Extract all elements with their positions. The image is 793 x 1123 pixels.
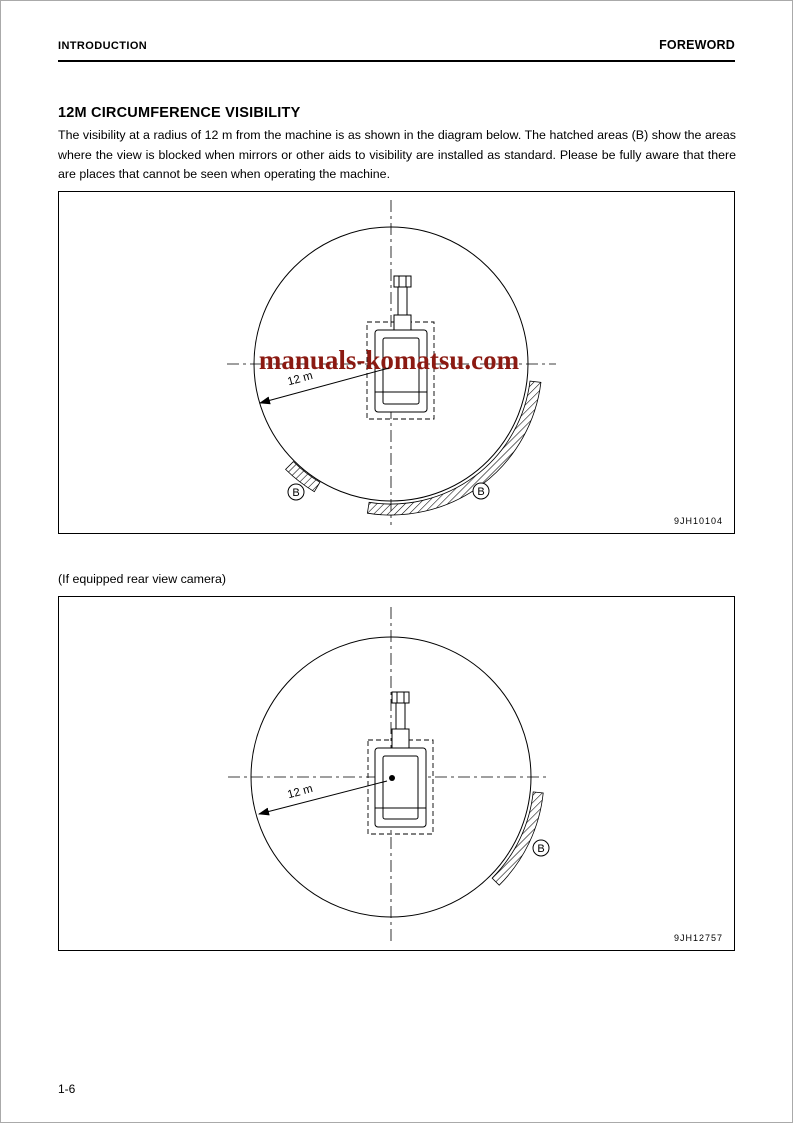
svg-text:B: B xyxy=(292,487,300,499)
header-rule xyxy=(58,60,735,62)
body-paragraph: The visibility at a radius of 12 m from the machine is as shown in the diagram below. The hatched areas (B) show the areas where the view is blocked when mirrors or other aids to visibility are installed as standard. Please be fully aware that there are places that cannot be seen when operating the machine. xyxy=(58,128,736,182)
blocked-area xyxy=(492,792,543,885)
visibility-diagram-camera xyxy=(59,597,734,950)
svg-text:B: B xyxy=(537,843,545,855)
page-number: 1-6 xyxy=(58,1082,76,1096)
camera-caption: (If equipped rear view camera) xyxy=(58,572,227,586)
blocked-area-label-left xyxy=(288,484,304,500)
blocked-area-label xyxy=(533,840,549,856)
figure-box-visibility-camera xyxy=(58,596,735,951)
blocked-area-label-right xyxy=(473,483,489,499)
machine-top-view xyxy=(368,692,433,834)
page-header xyxy=(58,38,735,52)
section-title: 12M CIRCUMFERENCE VISIBILITY xyxy=(58,105,301,121)
figure-code: 9JH10104 xyxy=(673,516,723,526)
visibility-diagram-standard xyxy=(59,192,734,533)
radius-label: 12 m xyxy=(286,782,315,802)
figure-box-visibility-standard xyxy=(58,191,735,534)
svg-text:B: B xyxy=(477,486,485,498)
watermark: manuals-komatsu.com xyxy=(258,345,520,375)
radius-label: 12 m xyxy=(286,369,315,389)
header-section-label: INTRODUCTION xyxy=(58,40,148,52)
figure-code: 9JH12757 xyxy=(673,933,723,943)
header-chapter-label: FOREWORD xyxy=(659,38,735,52)
rear-camera-dot xyxy=(389,775,395,781)
